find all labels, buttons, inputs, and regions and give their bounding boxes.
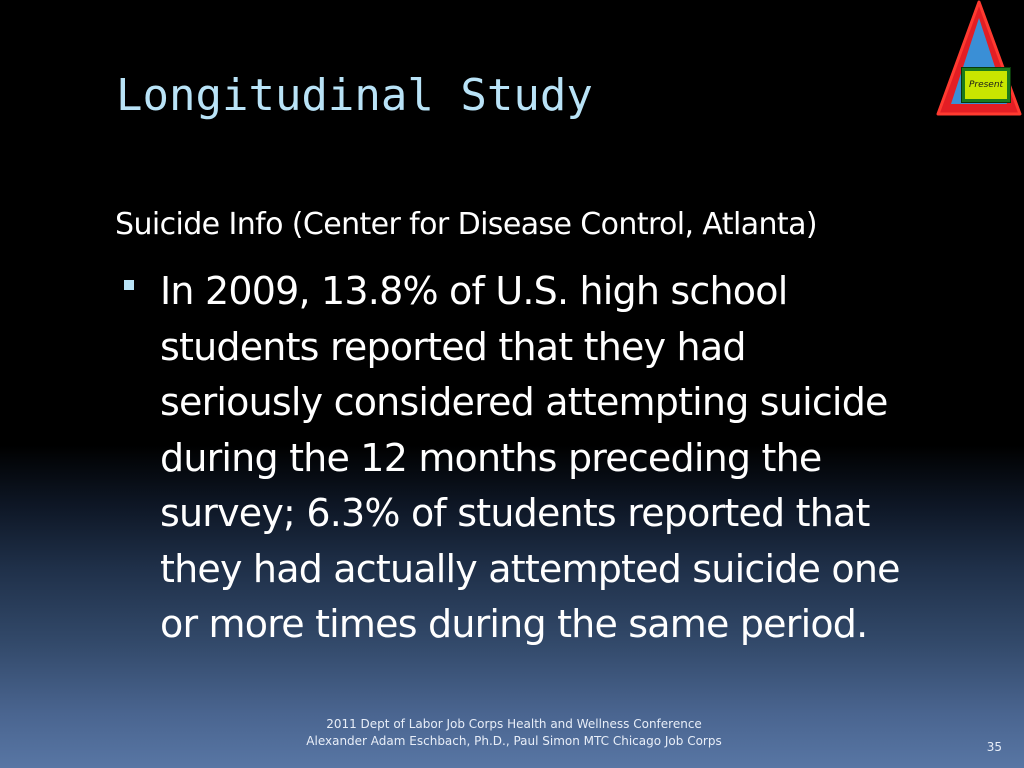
footer-conference: 2011 Dept of Labor Job Corps Health and Wellness Conference (326, 717, 702, 731)
present-button[interactable] (962, 68, 1010, 102)
square-bullet-icon (124, 280, 134, 290)
slide-subtitle: Suicide Info (Center for Disease Control, Atlanta) (115, 207, 817, 242)
slide-footer (200, 716, 828, 750)
page-number: 35 (986, 740, 1002, 754)
present-label: Present (968, 80, 1004, 90)
footer-authors: Alexander Adam Eschbach, Ph.D., Paul Simon MTC Chicago Job Corps (306, 734, 722, 748)
bullet-list (124, 264, 914, 653)
slide-title: Longitudinal Study (116, 70, 593, 121)
present-badge[interactable] (936, 0, 1022, 120)
bullet-text: In 2009, 13.8% of U.S. high school students reported that they had seriously considered attempting suicide during the 12 months preceding the survey; 6.3% of students reported that they had actually attempted suicide one or more times during the same period. (160, 269, 900, 646)
present-triangle-icon (936, 0, 1022, 120)
bullet-item (124, 264, 914, 653)
